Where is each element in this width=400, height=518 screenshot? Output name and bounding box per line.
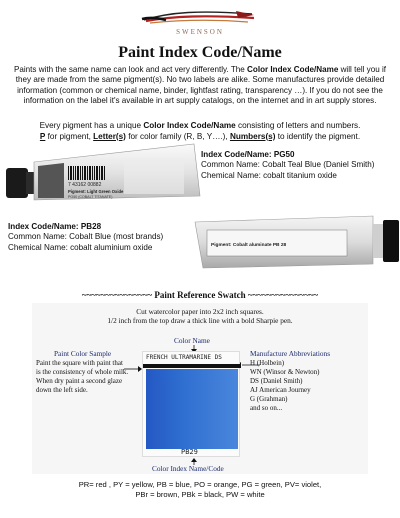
color-index-code-label: Color Index Name/Code	[152, 464, 224, 473]
pg50-info	[201, 150, 396, 181]
intro-text-b: will tell you if they are made from the same pigment(s). No two labels are alike. Some manufactures provide detailed information (common or chemical name, binder, lightfast rating, transparency …). If you do not see the information on the label it's available in art supply catalogs, on the internet and in art supply stores.	[15, 65, 387, 106]
abbrev-item: DS (Daniel Smith)	[250, 377, 303, 385]
paint-sample-instructions	[36, 359, 140, 395]
pb28-heading: Index Code/Name: PB28	[8, 222, 102, 231]
abbrev-item: WN (Winsor & Newton)	[250, 368, 320, 376]
brush-logo-icon	[140, 6, 260, 30]
abbrev-list	[250, 359, 366, 413]
pb28-tube-label: Pigment: Cobalt aluminate PB 28	[211, 243, 287, 248]
legend-line-2: PBr = brown, PBk = black, PW = white	[135, 489, 265, 499]
swatch-instruction-2: 1/2 inch from the top draw a thick line with a bold Sharpie pen.	[107, 316, 293, 325]
swatch-panel	[32, 303, 368, 474]
pigment-code-legend	[8, 480, 392, 499]
intro-bold: Color Index Code/Name	[247, 65, 339, 74]
pg50-heading: Index Code/Name: PG50	[201, 150, 295, 159]
page-title: Paint Index Code/Name	[118, 44, 282, 61]
intro-text-a: Paints with the same name can look and act very differently. The	[13, 65, 248, 74]
pb28-tube-image	[193, 208, 400, 274]
blue-paint-wash	[146, 369, 238, 449]
abbrev-item: H (Holbein)	[250, 359, 285, 367]
abbrev-item: G (Grahman)	[250, 395, 288, 403]
unique-line-1	[8, 121, 392, 132]
pg50-tube-label: Pigment: Light Green Oxide	[68, 189, 124, 194]
legend-line-1: PR= red , PY = yellow, PB = blue, PO = orange, PG = green, PV= violet,	[78, 480, 322, 489]
barcode-digits: 7 43162 00882	[68, 182, 102, 188]
pg50-tube-sub: PG50 (COBALT TITANATE)	[68, 195, 113, 199]
handwritten-code: PB29	[181, 448, 198, 456]
pg50-tube-image	[4, 138, 204, 218]
unique-text-a: Every pigment has a unique	[39, 121, 144, 130]
abbrev-item: AJ American Journey	[250, 386, 311, 394]
paint-sample-line: is the consistency of whole milk.	[36, 368, 129, 376]
pb28-chemical-name: Chemical Name: cobalt aluminium oxide	[8, 242, 153, 252]
swatch-section-title: ~~~~~~~~~~~~~~~ Paint Reference Swatch ~~~~~~~~~~~~~~~	[81, 290, 319, 300]
letters-rest: for color family (R, B, Y….),	[125, 131, 230, 141]
swatch-instruction-1: Cut watercolor paper into 2x2 inch squares.	[136, 307, 264, 316]
paint-sample-line: Paint the square with paint that	[36, 359, 123, 367]
paint-sample-label: Paint Color Sample	[54, 349, 112, 358]
unique-text-b: consisting of letters and numbers.	[235, 121, 361, 130]
color-name-label: Color Name	[174, 336, 210, 345]
brand-logo	[140, 6, 260, 40]
pg50-common-name: Common Name: Cobalt Teal Blue (Daniel Smith)	[201, 160, 375, 170]
paint-swatch-square	[142, 351, 240, 457]
numbers-rest: to identify the pigment.	[275, 131, 361, 141]
handwritten-color-name: FRENCH ULTRAMARINE DS	[146, 354, 222, 361]
numbers-label: Numbers(s)	[229, 131, 276, 141]
p-rest: for pigment,	[45, 131, 94, 141]
intro-paragraph	[8, 65, 392, 107]
unique-bold: Color Index Code/Name	[143, 121, 236, 130]
sharpie-line	[143, 364, 241, 368]
paint-sample-line: down the left side.	[36, 386, 88, 394]
pb28-info	[8, 222, 198, 253]
abbrev-label: Manufacture Abbreviations	[250, 349, 331, 358]
paint-sample-line: When dry paint a second glaze	[36, 377, 123, 385]
logo-text: SWENSON	[176, 28, 224, 36]
p-letter: P	[39, 131, 46, 141]
pg50-chemical-name: Chemical Name: cobalt titanium oxide	[201, 170, 337, 180]
letters-label: Letter(s)	[93, 131, 126, 141]
abbrev-item: and so on...	[250, 404, 283, 412]
pb28-common-name: Common Name: Cobalt Blue (most brands)	[8, 232, 164, 242]
